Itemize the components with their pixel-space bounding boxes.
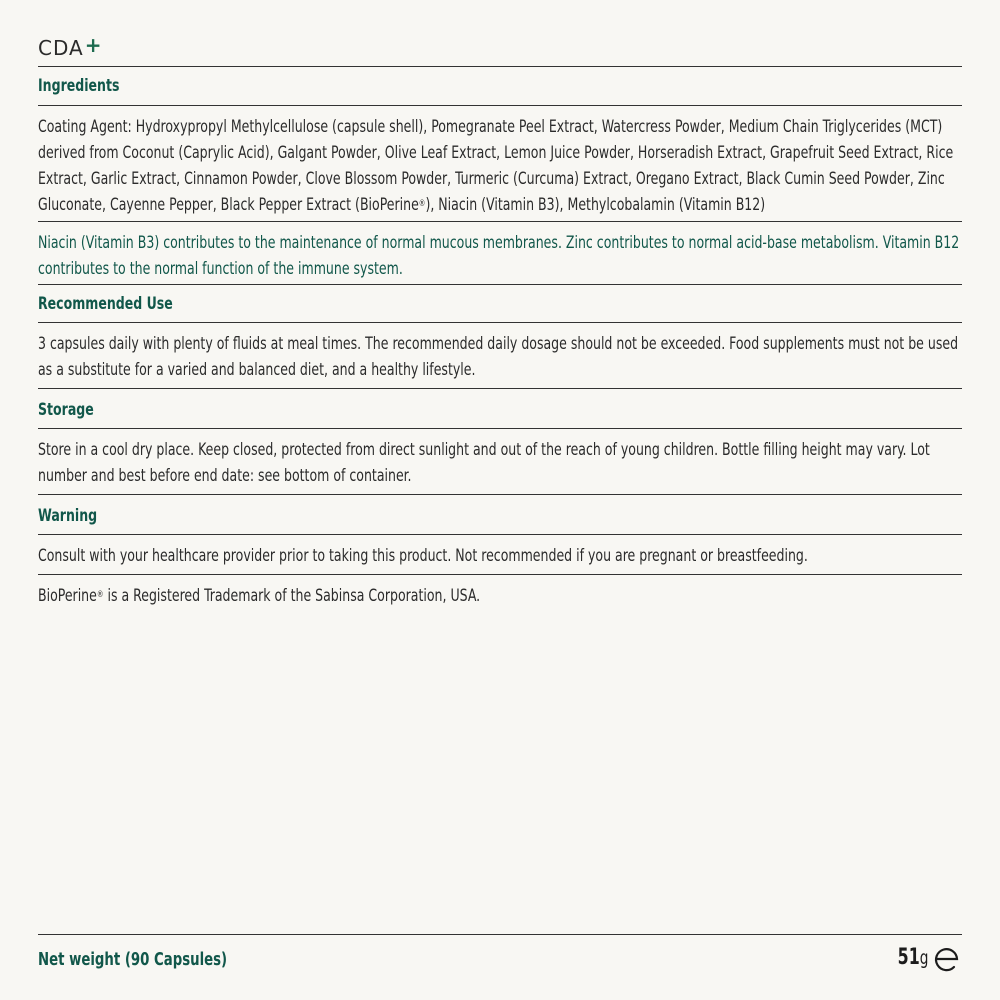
divider [38, 284, 962, 285]
divider [38, 494, 962, 495]
storage-text: Store in a cool dry place. Keep closed, protected from direct sunlight and out of the reach of young children. Bottle filling height may vary. Lot number and best before end date: see bottom of container. [38, 440, 930, 486]
health-claims-text: Niacin (Vitamin B3) contributes to the maintenance of normal mucous membranes. Zinc contributes to normal acid-base metabolism. Vitamin B12 contributes to the normal function of the immune system. [38, 233, 960, 279]
net-weight-value: 51g [897, 945, 928, 970]
trademark-text: BioPerine® is a Registered Trademark of the Sabinsa Corporation, USA. [38, 586, 481, 606]
e-mark-icon [932, 944, 962, 974]
storage-heading: Storage [38, 400, 94, 420]
recommended-use-text: 3 capsules daily with plenty of fluids at meal times. The recommended daily dosage should not be exceeded. Food supplements must not be used as a substitute for a varied and balanced diet, and a healthy lifestyle. [38, 334, 959, 380]
brand-name: CDA [38, 36, 84, 60]
ingredients-heading: Ingredients [38, 76, 120, 96]
brand-logo [38, 33, 103, 60]
brand-plus: + [84, 33, 103, 57]
divider [38, 388, 962, 389]
warning-text: Consult with your healthcare provider prior to taking this product. Not recommended if you are pregnant or breastfeeding. [38, 546, 808, 566]
divider [38, 934, 962, 935]
divider [38, 574, 962, 575]
divider [38, 322, 962, 323]
label-page [38, 0, 962, 1000]
net-weight-label: Net weight (90 Capsules) [38, 949, 228, 970]
divider [38, 66, 962, 67]
ingredients-text: Coating Agent: Hydroxypropyl Methylcellulose (capsule shell), Pomegranate Peel Extract, Watercress Powder, Medium Chain Triglycerides (MCT) derived from Coconut (Caprylic Acid), Galgant Powder, Olive Leaf Extract, Lemon Juice Powder, Horseradish Extract, Grapefruit Seed Extract, Rice Extract, Garlic Extract, Cinnamon Powder, Clove Blossom Powder, Turmeric (Curcuma) Extract, Oregano Extract, Black Cumin Seed Powder, Zinc Gluconate, Cayenne Pepper, Black Pepper Extract (BioPerine®), Niacin (Vitamin B3), Methylcobalamin (Vitamin B12) [38, 117, 954, 215]
divider [38, 221, 962, 222]
divider [38, 534, 962, 535]
warning-heading: Warning [38, 506, 98, 526]
divider [38, 105, 962, 106]
recommended-use-heading: Recommended Use [38, 294, 173, 314]
divider [38, 428, 962, 429]
